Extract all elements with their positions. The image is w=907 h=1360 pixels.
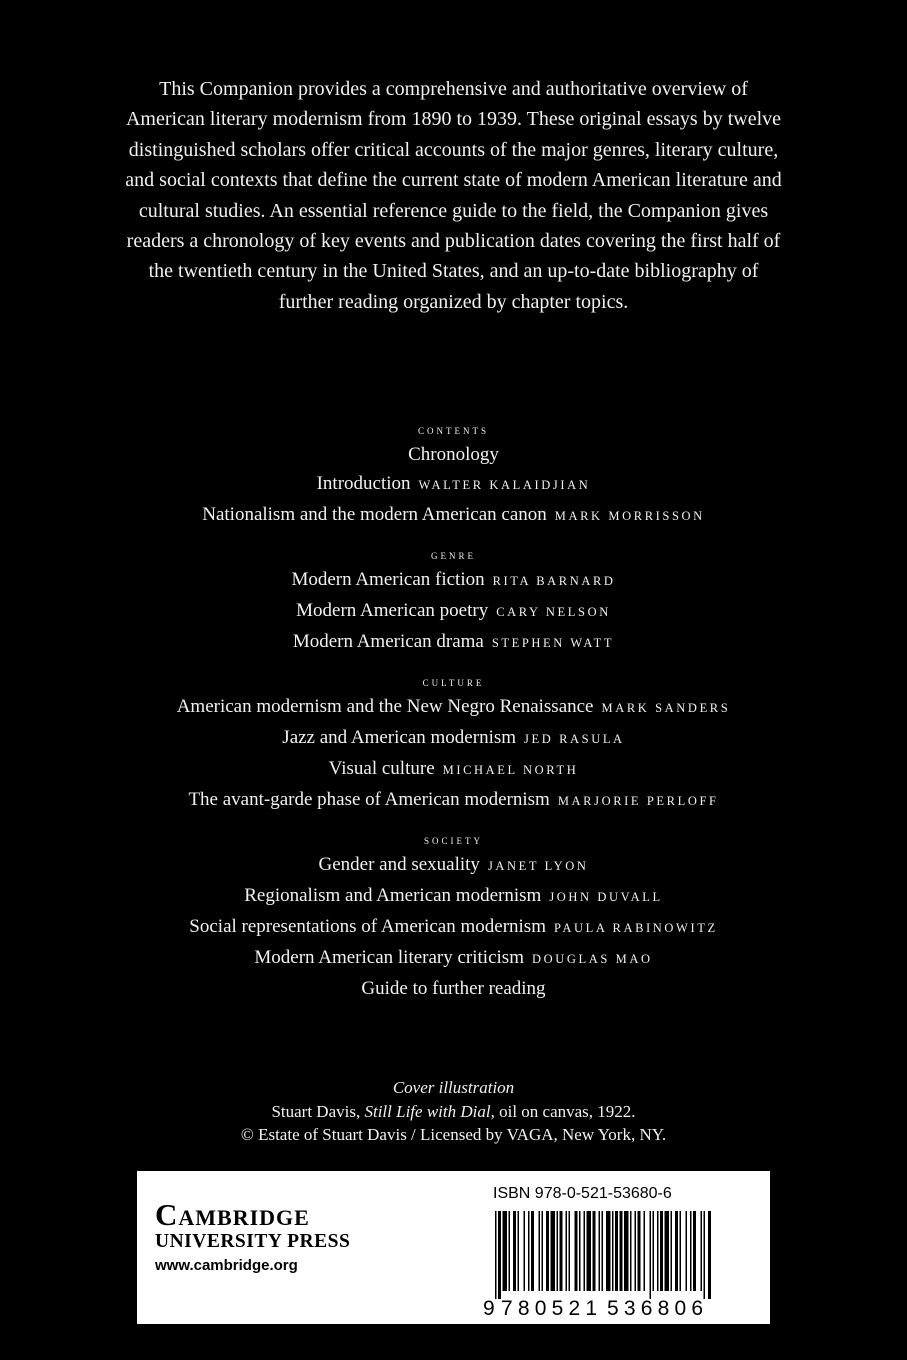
barcode-bar bbox=[680, 1211, 682, 1291]
contents-entry bbox=[0, 754, 907, 785]
barcode-bar bbox=[509, 1211, 511, 1291]
barcode-digits-right: 536806 bbox=[607, 1297, 703, 1320]
entry-title: Jazz and American modernism bbox=[282, 727, 517, 748]
barcode-bar bbox=[528, 1211, 530, 1291]
contents-entry bbox=[0, 723, 907, 754]
barcode-bar bbox=[665, 1211, 670, 1291]
entry-title: Modern American poetry bbox=[296, 600, 489, 621]
barcode-bar bbox=[531, 1211, 534, 1291]
entry-title: Regionalism and American modernism bbox=[244, 885, 542, 906]
entry-title: Chronology bbox=[408, 444, 499, 465]
barcode-bar bbox=[602, 1211, 604, 1291]
barcode-bar bbox=[584, 1211, 586, 1291]
contents-entry bbox=[0, 912, 907, 943]
barcode-bar bbox=[606, 1211, 611, 1291]
entry-author: MICHAEL NORTH bbox=[442, 763, 579, 777]
barcode-bar bbox=[566, 1211, 568, 1291]
barcode-bar bbox=[650, 1211, 652, 1299]
barcode-bar bbox=[593, 1211, 596, 1291]
entry-author: STEPHEN WATT bbox=[491, 636, 615, 650]
entry-title: The avant-garde phase of American modernism bbox=[188, 789, 550, 810]
barcode-bar bbox=[657, 1211, 659, 1291]
barcode-bar bbox=[704, 1211, 706, 1299]
barcode-bar bbox=[671, 1211, 673, 1291]
entry-author: MARK MORRISSON bbox=[554, 509, 705, 523]
contents-entry bbox=[0, 440, 907, 469]
barcode-bar bbox=[557, 1211, 559, 1291]
barcode-bar bbox=[638, 1211, 641, 1291]
barcode-bar bbox=[620, 1211, 623, 1291]
entry-author: WALTER KALAIDJIAN bbox=[418, 478, 591, 492]
cover-credit-artwork bbox=[0, 1100, 907, 1124]
barcode-lead-digit: 9 bbox=[483, 1297, 495, 1320]
barcode-bar bbox=[579, 1211, 581, 1291]
barcode-bar bbox=[524, 1211, 526, 1291]
barcode-bar bbox=[503, 1211, 508, 1291]
cover-credit-label: Cover illustration bbox=[392, 1078, 515, 1097]
publisher-press: UNIVERSITY PRESS bbox=[155, 1231, 351, 1252]
entry-author: JANET LYON bbox=[487, 859, 589, 873]
cover-credit-copyright: © Estate of Stuart Davis / Licensed by VAGA, New York, NY. bbox=[240, 1125, 667, 1144]
blurb-text: This Companion provides a comprehensive and authoritative overview of American literary modernism from 1890 to 1939. These original essays by twelve distinguished scholars offer critical accounts of the major genres, literary culture, and social contexts that define the current state of modern American literature and cultural studies. An essential reference guide to the field, the Companion gives readers a chronology of key events and publication dates covering the first half of the twentieth century in the United States, and an up-to-date bibliography of further reading organized by chapter topics. bbox=[125, 78, 782, 313]
barcode-bar bbox=[708, 1211, 711, 1299]
entry-author: RITA BARNARD bbox=[492, 574, 616, 588]
barcode-bar bbox=[513, 1211, 516, 1291]
barcode-bar bbox=[599, 1211, 601, 1291]
barcode-bar bbox=[615, 1211, 618, 1291]
entry-title: Social representations of American modernism bbox=[189, 916, 546, 937]
contents-entry bbox=[0, 785, 907, 816]
isbn-label: ISBN 978-0-521-53680-6 bbox=[493, 1185, 672, 1202]
barcode-bar bbox=[551, 1211, 556, 1291]
barcode-bar bbox=[660, 1211, 663, 1291]
barcode bbox=[477, 1211, 722, 1321]
contents-entry bbox=[0, 596, 907, 627]
barcode-bar bbox=[644, 1211, 646, 1291]
entry-author: MARK SANDERS bbox=[601, 701, 731, 715]
entry-title: Introduction bbox=[316, 473, 411, 494]
publisher-box bbox=[137, 1171, 770, 1324]
barcode-bar bbox=[569, 1211, 571, 1291]
barcode-bar bbox=[701, 1211, 703, 1291]
barcode-bar bbox=[495, 1211, 497, 1299]
contents-entry bbox=[0, 469, 907, 500]
contents-entry bbox=[0, 974, 907, 1003]
contents-entry bbox=[0, 943, 907, 974]
barcode-bar bbox=[624, 1211, 629, 1291]
entry-title: Visual culture bbox=[328, 758, 435, 779]
barcode-bar bbox=[575, 1211, 578, 1291]
section-heading: society bbox=[424, 832, 483, 847]
barcode-bar bbox=[630, 1211, 632, 1291]
cover-credit-work: Still Life with Dial, bbox=[364, 1101, 495, 1121]
barcode-bar bbox=[587, 1211, 592, 1291]
barcode-bar bbox=[542, 1211, 544, 1291]
contents-entry bbox=[0, 500, 907, 531]
barcode-bar bbox=[560, 1211, 563, 1291]
barcode-bar bbox=[498, 1211, 501, 1299]
contents-entry bbox=[0, 565, 907, 596]
entry-author: CARY NELSON bbox=[496, 605, 611, 619]
contents-entry bbox=[0, 692, 907, 723]
cover-credit-artist: Stuart Davis, bbox=[271, 1101, 365, 1121]
barcode-bar bbox=[686, 1211, 688, 1291]
entry-author: JED RASULA bbox=[524, 732, 625, 746]
barcode-bar bbox=[653, 1211, 655, 1291]
section-heading: culture bbox=[422, 674, 485, 689]
barcode-bar bbox=[693, 1211, 696, 1291]
entry-title: Nationalism and the modern American canon bbox=[202, 504, 547, 525]
publisher-url[interactable]: www.cambridge.org bbox=[155, 1257, 298, 1274]
barcode-bar bbox=[612, 1211, 614, 1291]
cover-credit bbox=[0, 1076, 907, 1147]
barcode-bar bbox=[546, 1211, 549, 1291]
cover-credit-details: oil on canvas, 1922. bbox=[494, 1101, 636, 1121]
contents-entry bbox=[0, 627, 907, 658]
barcode-bar bbox=[518, 1211, 520, 1291]
entry-author: JOHN DUVALL bbox=[549, 890, 663, 904]
section-heading: genre bbox=[431, 547, 476, 562]
barcode-bar bbox=[539, 1211, 541, 1291]
entry-title: Modern American fiction bbox=[291, 569, 485, 590]
entry-author: MARJORIE PERLOFF bbox=[557, 794, 719, 808]
section-heading: contents bbox=[418, 422, 489, 437]
contents-entry bbox=[0, 850, 907, 881]
entry-title: Modern American drama bbox=[292, 631, 484, 652]
barcode-bar bbox=[635, 1211, 637, 1291]
table-of-contents bbox=[0, 420, 907, 1003]
publisher-name: Cambridge bbox=[155, 1197, 310, 1232]
barcode-bars bbox=[495, 1211, 711, 1299]
entry-author: DOUGLAS MAO bbox=[531, 952, 653, 966]
barcode-digits-left: 780521 bbox=[501, 1297, 597, 1320]
contents-entry bbox=[0, 881, 907, 912]
entry-title: Gender and sexuality bbox=[318, 854, 480, 875]
entry-title: Modern American literary criticism bbox=[254, 947, 524, 968]
entry-title: Guide to further reading bbox=[361, 978, 546, 999]
barcode-bar bbox=[675, 1211, 678, 1291]
entry-author: PAULA RABINOWITZ bbox=[553, 921, 718, 935]
entry-title: American modernism and the New Negro Renaissance bbox=[176, 696, 594, 717]
barcode-bar bbox=[690, 1211, 692, 1291]
